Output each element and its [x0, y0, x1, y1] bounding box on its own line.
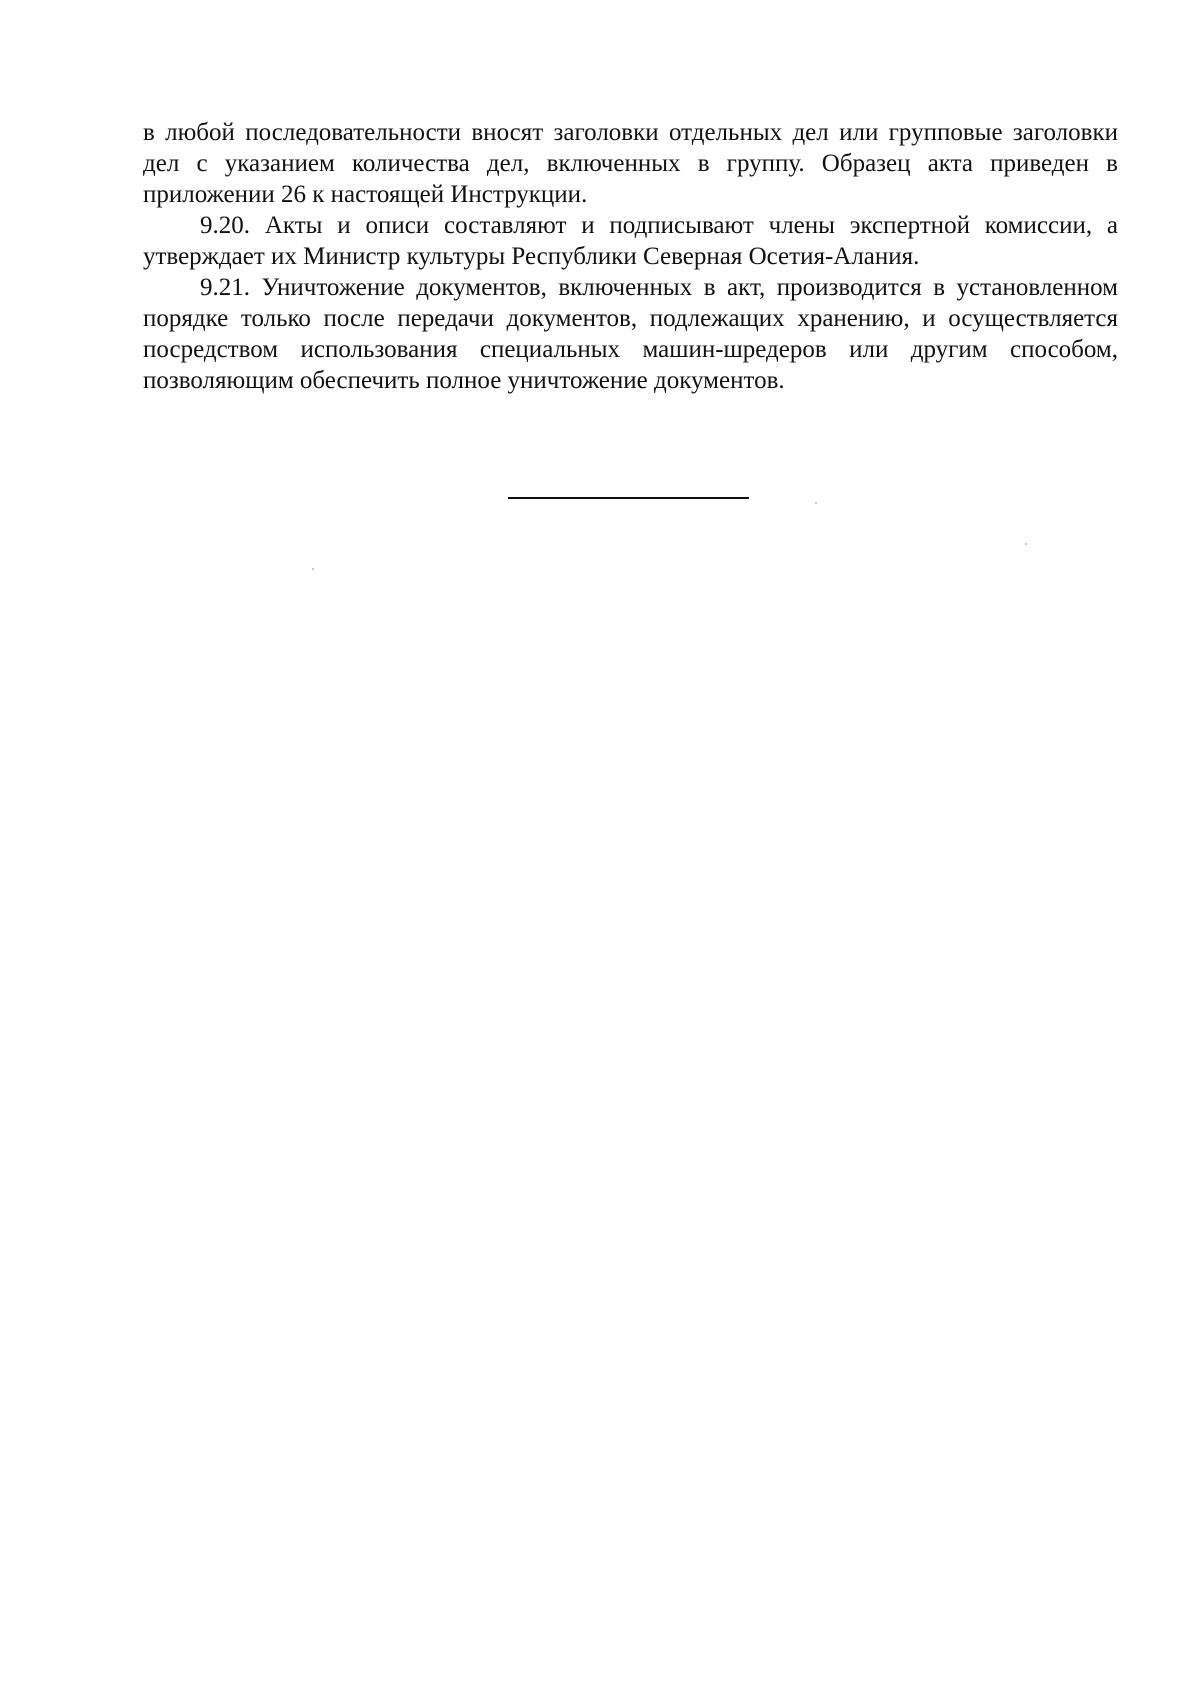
paragraph-clause-9-21: 9.21. Уничтожение документов, включенных в акт, производится в установленном порядке только после передачи документов, подлежащих хранению, и осуществляется посредством использования специальных машин-шредеров или другим способом, позволяющим обеспечить полное уничтожение документов. [143, 274, 1118, 394]
document-body [143, 117, 1118, 396]
paragraph-continuation: в любой последовательности вносят заголовки отдельных дел или групповые заголовки дел с указанием количества дел, включенных в группу. Образец акта приведен в приложении 26 к настоящей Инструкции. [143, 119, 1118, 208]
end-of-text-rule [508, 497, 749, 499]
paragraph-clause-9-20: 9.20. Акты и описи составляют и подписывают члены экспертной комиссии, а утверждает их Министр культуры Республики Северная Осетия-Алания. [143, 212, 1118, 270]
scan-speck [1025, 543, 1027, 545]
scan-speck [815, 502, 817, 504]
scan-speck [312, 568, 314, 570]
